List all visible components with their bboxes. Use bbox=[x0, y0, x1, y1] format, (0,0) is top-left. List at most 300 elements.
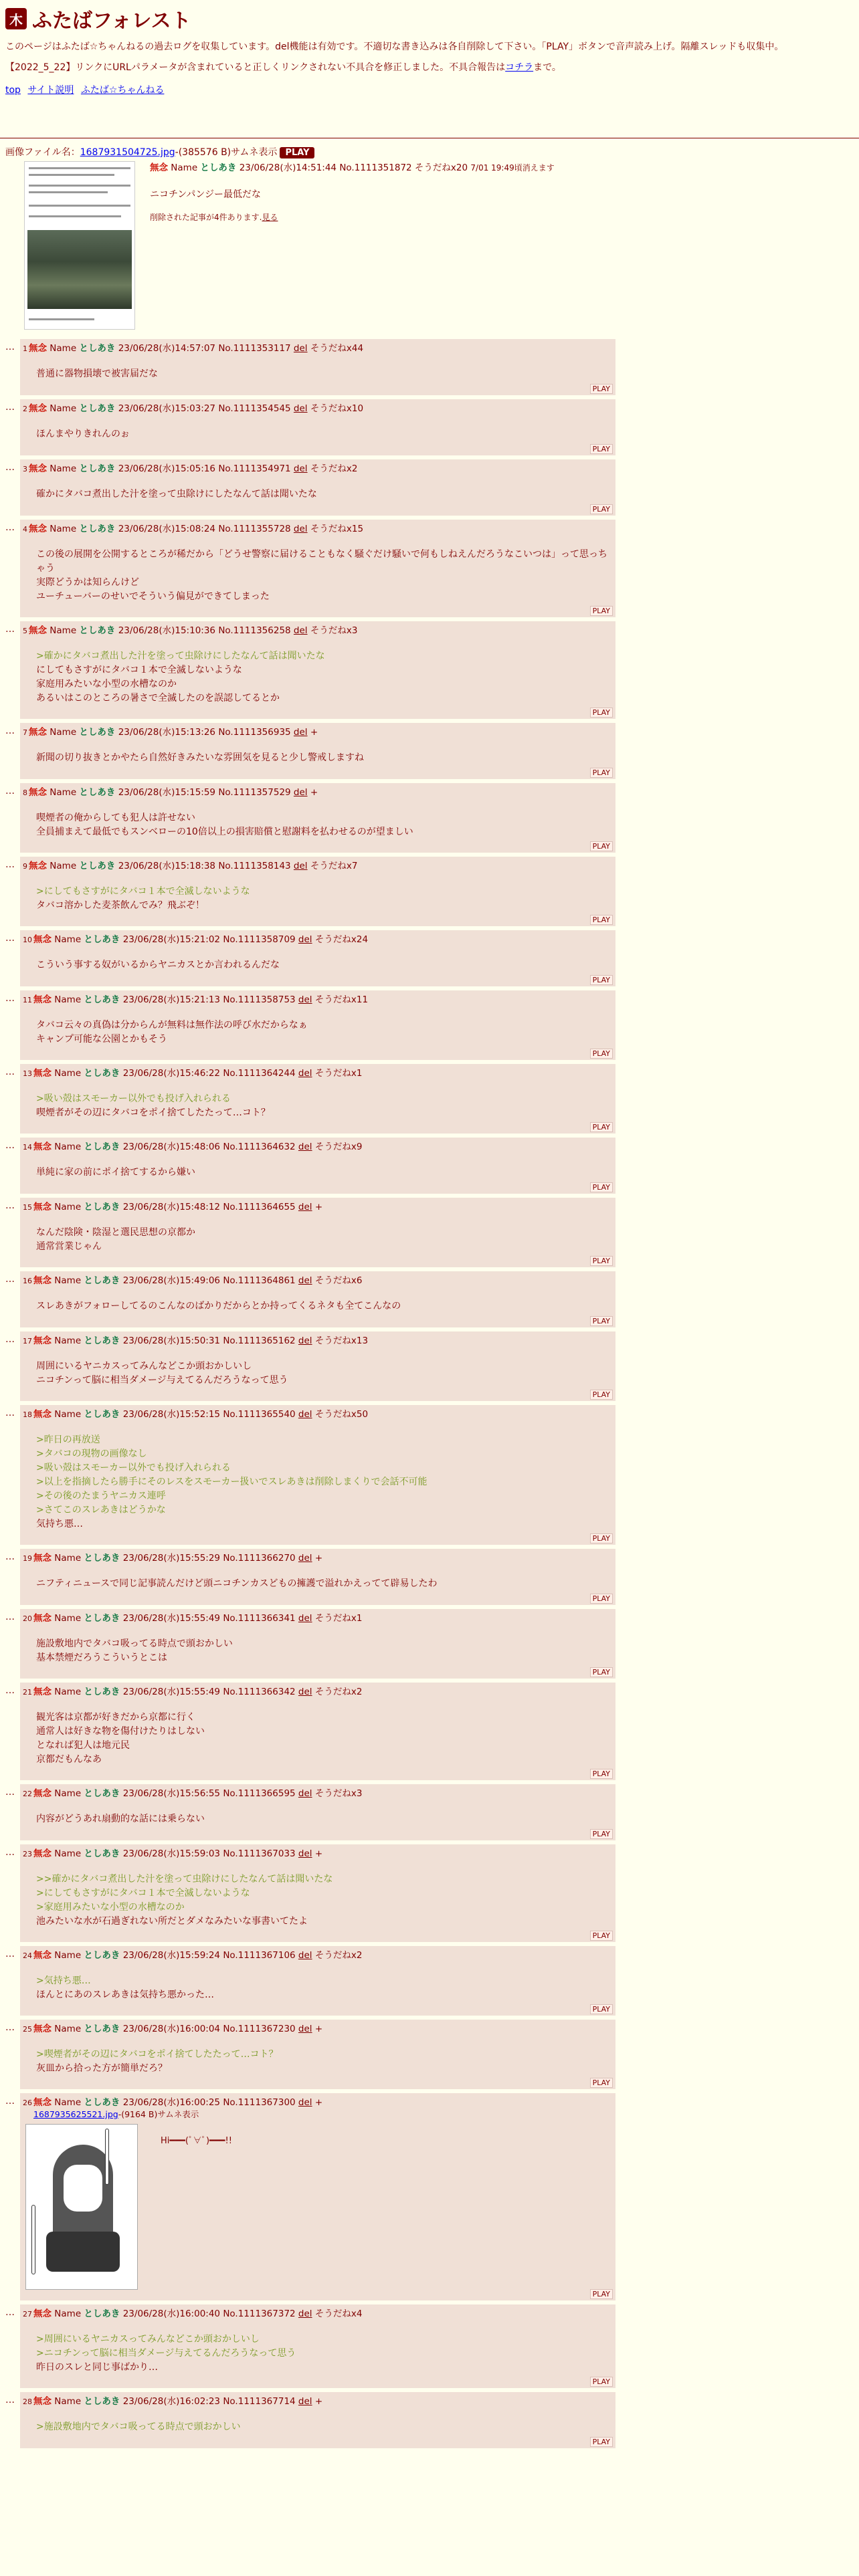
bug-notice bbox=[5, 61, 854, 75]
del-link[interactable]: del bbox=[293, 727, 308, 738]
reply-message bbox=[36, 2333, 611, 2375]
reply-name: としあき bbox=[84, 1275, 120, 1286]
reply-meta bbox=[23, 724, 611, 738]
reply-post bbox=[20, 1064, 615, 1134]
reply-post-number[interactable]: No.1111364655 bbox=[223, 1202, 296, 1212]
reply-play-button[interactable]: PLAY bbox=[590, 915, 613, 925]
soudane-button[interactable]: そうだねx3 bbox=[314, 1788, 363, 1799]
soudane-button[interactable]: そうだねx44 bbox=[310, 343, 364, 354]
show-deleted-link[interactable]: 見る bbox=[262, 213, 278, 222]
reply-meta bbox=[23, 1065, 611, 1079]
reply-message bbox=[36, 367, 611, 381]
reply-post bbox=[20, 1198, 615, 1267]
reply-row bbox=[5, 783, 615, 853]
reply-subject: 無念 bbox=[29, 727, 47, 738]
reply-post-number[interactable]: No.1111354971 bbox=[218, 463, 291, 474]
reply-date: 23/06/28(水)15:21:02 bbox=[122, 934, 221, 945]
del-link[interactable]: del bbox=[293, 524, 308, 534]
soudane-button[interactable]: そうだねx1 bbox=[314, 1068, 363, 1079]
reply-meta bbox=[23, 401, 611, 414]
reply-dots: … bbox=[5, 1274, 15, 1285]
op-expire: 7/01 19:49頃消えます bbox=[470, 163, 555, 173]
soudane-button[interactable]: そうだねx15 bbox=[310, 524, 364, 534]
reply-post-number[interactable]: No.1111356258 bbox=[218, 625, 291, 636]
reply-message bbox=[36, 649, 611, 706]
nav-futaba-link[interactable]: ふたば☆ちゃんねる bbox=[80, 85, 165, 96]
message-line: 実際どうかは知らんけど bbox=[36, 577, 139, 588]
reply-image-link[interactable]: 1687935625521.jpg bbox=[33, 2109, 118, 2119]
reply-dots: … bbox=[5, 1685, 15, 1696]
reply-post bbox=[20, 723, 615, 779]
page-header bbox=[0, 0, 859, 96]
del-link[interactable]: del bbox=[298, 1409, 312, 1420]
reply-row bbox=[5, 2093, 615, 2300]
del-link[interactable]: del bbox=[298, 1950, 312, 1961]
reply-name-label: Name bbox=[54, 2097, 82, 2108]
reply-row bbox=[5, 857, 615, 926]
quote-line: >タバコの現物の画像なし bbox=[36, 1448, 147, 1459]
reply-play-button[interactable]: PLAY bbox=[590, 2289, 613, 2299]
soudane-button[interactable]: + bbox=[310, 727, 318, 738]
reply-image-info: -(9164 B)サムネ表示 bbox=[118, 2109, 199, 2119]
soudane-button[interactable]: そうだねx9 bbox=[314, 1142, 363, 1152]
reply-post-number[interactable]: No.1111366270 bbox=[223, 1553, 296, 1564]
reply-name-label: Name bbox=[50, 625, 77, 636]
manga-face bbox=[64, 2165, 102, 2212]
del-link[interactable]: del bbox=[298, 1613, 312, 1624]
reply-name-label: Name bbox=[54, 1788, 82, 1799]
reply-post bbox=[20, 1138, 615, 1194]
reply-post bbox=[20, 2304, 615, 2388]
reply-date: 23/06/28(水)15:55:29 bbox=[122, 1553, 221, 1564]
reply-name-label: Name bbox=[54, 1142, 82, 1152]
op-file-link[interactable]: 1687931504725.jpg bbox=[80, 147, 175, 158]
reply-row bbox=[5, 520, 615, 617]
reply-post bbox=[20, 2020, 615, 2089]
deleted-notice bbox=[150, 211, 859, 223]
message-line: 家庭用みたいな小型の水槽なのか bbox=[36, 679, 177, 689]
reply-post bbox=[20, 857, 615, 926]
op-play-button[interactable]: PLAY bbox=[280, 147, 314, 158]
reply-date: 23/06/28(水)16:00:04 bbox=[122, 2024, 221, 2034]
quote-line: >>確かにタバコ煮出した汁を塗って虫除けにしたなんて話は聞いたな bbox=[36, 1874, 333, 1885]
del-link[interactable]: del bbox=[298, 1553, 312, 1564]
reply-dots: … bbox=[5, 1140, 15, 1151]
reply-play-button[interactable]: PLAY bbox=[590, 1829, 613, 1839]
reply-post bbox=[20, 1609, 615, 1679]
reply-row bbox=[5, 1138, 615, 1194]
soudane-button[interactable]: そうだねx11 bbox=[314, 994, 369, 1005]
reply-number: 28 bbox=[23, 2397, 32, 2406]
reply-number: 21 bbox=[23, 1688, 32, 1697]
reply-post-number[interactable]: No.1111354545 bbox=[218, 403, 291, 414]
reply-post bbox=[20, 2392, 615, 2448]
reply-message bbox=[36, 1812, 611, 1826]
message-line: 単純に家の前にポイ捨てするから嫌い bbox=[36, 1167, 195, 1178]
soudane-button[interactable]: そうだねx2 bbox=[314, 1950, 363, 1961]
reply-message bbox=[36, 1092, 611, 1120]
reply-message bbox=[36, 1974, 611, 2002]
message-line: ユーチューバーのせいでそういう偏見ができてしまった bbox=[36, 591, 270, 602]
del-link[interactable]: del bbox=[298, 1848, 312, 1859]
reply-date: 23/06/28(水)15:05:16 bbox=[118, 463, 216, 474]
reply-number: 7 bbox=[23, 728, 27, 737]
reply-play-button[interactable]: PLAY bbox=[590, 2004, 613, 2014]
reply-post-number[interactable]: No.1111367106 bbox=[223, 1950, 296, 1961]
message-line: あるいはこのところの暑さで全滅したのを誤認してるとか bbox=[36, 693, 280, 704]
reply-dots: … bbox=[5, 1200, 15, 1211]
reply-name: としあき bbox=[79, 463, 116, 474]
message-line: ほんとにあのスレあきは気持ち悪かった… bbox=[36, 1990, 214, 2000]
reply-subject: 無念 bbox=[33, 2309, 52, 2319]
soudane-button[interactable]: + bbox=[314, 1848, 323, 1859]
reply-post-number[interactable]: No.1111356935 bbox=[218, 727, 291, 738]
reply-post-number[interactable]: No.1111364244 bbox=[223, 1068, 296, 1079]
nav-top-link[interactable]: top bbox=[5, 85, 21, 96]
soudane-button[interactable]: そうだねx10 bbox=[310, 403, 364, 414]
reply-number: 9 bbox=[23, 862, 27, 871]
reply-post-number[interactable]: No.1111367300 bbox=[223, 2097, 296, 2108]
del-link[interactable]: del bbox=[293, 861, 308, 871]
manga-scarf bbox=[46, 2232, 120, 2272]
reply-name-label: Name bbox=[54, 934, 82, 945]
reply-image-row bbox=[33, 2108, 611, 2120]
reply-name: としあき bbox=[79, 727, 116, 738]
reply-date: 23/06/28(水)15:59:24 bbox=[122, 1950, 221, 1961]
op-soudane[interactable]: そうだねx20 bbox=[414, 163, 468, 173]
reply-post-number[interactable]: No.1111358753 bbox=[223, 994, 296, 1005]
soudane-button[interactable]: + bbox=[314, 2024, 323, 2034]
del-link[interactable]: del bbox=[293, 343, 308, 354]
reply-name: としあき bbox=[84, 994, 120, 1005]
reply-dots: … bbox=[5, 786, 15, 796]
reply-name-label: Name bbox=[50, 403, 77, 414]
del-link[interactable]: del bbox=[293, 403, 308, 414]
reply-play-button[interactable]: PLAY bbox=[590, 2437, 613, 2447]
reply-play-button[interactable]: PLAY bbox=[590, 444, 613, 454]
reply-message bbox=[36, 488, 611, 502]
del-link[interactable]: del bbox=[298, 934, 312, 945]
reply-name: としあき bbox=[84, 2396, 120, 2407]
reply-post-number[interactable]: No.1111358143 bbox=[218, 861, 291, 871]
reply-post-number[interactable]: No.1111366341 bbox=[223, 1613, 296, 1624]
reply-play-button[interactable]: PLAY bbox=[590, 1122, 613, 1132]
quote-line: >さてこのスレあきはどうかな bbox=[36, 1505, 166, 1515]
del-link[interactable]: del bbox=[298, 2309, 312, 2319]
reply-dots: … bbox=[5, 1612, 15, 1622]
reply-play-button[interactable]: PLAY bbox=[590, 2377, 613, 2387]
op-number[interactable]: No.1111351872 bbox=[339, 163, 412, 173]
report-link[interactable]: コチラ bbox=[505, 62, 534, 73]
reply-row bbox=[5, 930, 615, 986]
reply-message bbox=[36, 1872, 611, 1929]
soudane-button[interactable]: そうだねx6 bbox=[314, 1275, 363, 1286]
quote-line: >吸い殻はスモーカー以外でも投げ入れられる bbox=[36, 1463, 231, 1473]
reply-play-button[interactable]: PLAY bbox=[590, 1390, 613, 1400]
reply-subject: 無念 bbox=[33, 2396, 52, 2407]
reply-number: 1 bbox=[23, 344, 27, 353]
reply-number: 26 bbox=[23, 2099, 32, 2107]
message-line: 観光客は京都が好きだから京都に行く bbox=[36, 1712, 195, 1723]
soudane-button[interactable]: そうだねx4 bbox=[314, 2309, 363, 2319]
soudane-button[interactable]: そうだねx3 bbox=[310, 625, 358, 636]
reply-date: 23/06/28(水)15:13:26 bbox=[118, 727, 216, 738]
reply-post bbox=[20, 783, 615, 853]
reply-play-button[interactable]: PLAY bbox=[590, 768, 613, 778]
soudane-button[interactable]: そうだねx1 bbox=[314, 1613, 363, 1624]
reply-name: としあき bbox=[79, 524, 116, 534]
message-line: スレあきがフォローしてるのこんなのばかりだからとか持ってくるネタも全てこんなの bbox=[36, 1301, 401, 1311]
del-link[interactable]: del bbox=[293, 625, 308, 636]
reply-meta bbox=[23, 461, 611, 474]
reply-message bbox=[36, 751, 611, 765]
reply-play-button[interactable]: PLAY bbox=[590, 1182, 613, 1192]
reply-date: 23/06/28(水)15:59:03 bbox=[122, 1848, 221, 1859]
quote-line: >その後のたまうヤニカス連呼 bbox=[36, 1491, 166, 1501]
reply-name-label: Name bbox=[54, 1848, 82, 1859]
reply-name-label: Name bbox=[50, 727, 77, 738]
quote-line: >にしてもさすがにタバコ１本で全滅しないような bbox=[36, 1888, 250, 1899]
reply-play-button[interactable]: PLAY bbox=[590, 1316, 613, 1326]
message-line: こういう事する奴がいるからヤニカスとか言われるんだな bbox=[36, 960, 280, 970]
reply-subject: 無念 bbox=[33, 1553, 52, 1564]
speech-bubble bbox=[31, 2205, 35, 2274]
reply-post-number[interactable]: No.1111364632 bbox=[223, 1142, 296, 1152]
reply-date: 23/06/28(水)16:02:23 bbox=[122, 2396, 221, 2407]
message-line: 基本禁煙だろうこういうとこは bbox=[36, 1652, 167, 1663]
reply-post-number[interactable]: No.1111355728 bbox=[218, 524, 291, 534]
del-link[interactable]: del bbox=[293, 787, 308, 798]
site-title: ふたばフォレスト bbox=[32, 9, 191, 33]
thumb-text-line bbox=[29, 191, 108, 193]
reply-name-label: Name bbox=[50, 787, 77, 798]
reply-subject: 無念 bbox=[33, 1275, 52, 1286]
del-link[interactable]: del bbox=[298, 1142, 312, 1152]
reply-play-button[interactable]: PLAY bbox=[590, 1256, 613, 1266]
reply-subject: 無念 bbox=[33, 934, 52, 945]
reply-post-number[interactable]: No.1111353117 bbox=[218, 343, 291, 354]
del-link[interactable]: del bbox=[298, 1275, 312, 1286]
del-link[interactable]: del bbox=[298, 1335, 312, 1346]
reply-name-label: Name bbox=[50, 861, 77, 871]
reply-post-number[interactable]: No.1111367230 bbox=[223, 2024, 296, 2034]
deleted-notice-text: 削除された記事が4件あります. bbox=[150, 213, 262, 222]
reply-meta bbox=[23, 1846, 611, 1859]
del-link[interactable]: del bbox=[298, 1687, 312, 1697]
reply-post-number[interactable]: No.1111367033 bbox=[223, 1848, 296, 1859]
reply-dots: … bbox=[5, 522, 15, 533]
reply-subject: 無念 bbox=[33, 1202, 52, 1212]
soudane-button[interactable]: そうだねx24 bbox=[314, 934, 369, 945]
reply-name-label: Name bbox=[54, 1950, 82, 1961]
op-message bbox=[150, 188, 859, 202]
message-line: 灰皿から拾った方が簡単だろ？ bbox=[36, 2063, 167, 2074]
reply-name: としあき bbox=[79, 343, 116, 354]
reply-message bbox=[36, 1360, 611, 1388]
reply-meta bbox=[23, 1199, 611, 1212]
reply-play-button[interactable]: PLAY bbox=[590, 606, 613, 616]
op-body bbox=[150, 158, 859, 223]
reply-image-holder bbox=[23, 2120, 611, 2291]
reply-name-label: Name bbox=[54, 1335, 82, 1346]
reply-dots: … bbox=[5, 402, 15, 413]
reply-date: 23/06/28(水)15:08:24 bbox=[118, 524, 216, 534]
del-link[interactable]: del bbox=[298, 1202, 312, 1212]
reply-play-button[interactable]: PLAY bbox=[590, 1769, 613, 1779]
reply-dots: … bbox=[5, 624, 15, 635]
reply-name-label: Name bbox=[50, 343, 77, 354]
reply-number: 22 bbox=[23, 1790, 32, 1798]
reply-name: としあき bbox=[84, 1068, 120, 1079]
reply-message bbox=[36, 1637, 611, 1665]
del-link[interactable]: del bbox=[298, 2097, 312, 2108]
reply-play-button[interactable]: PLAY bbox=[590, 384, 613, 394]
reply-meta bbox=[23, 2021, 611, 2034]
reply-date: 23/06/28(水)15:18:38 bbox=[118, 861, 216, 871]
reply-meta bbox=[23, 340, 611, 354]
reply-date: 23/06/28(水)15:56:55 bbox=[122, 1788, 221, 1799]
reply-date: 23/06/28(水)15:46:22 bbox=[122, 1068, 221, 1079]
soudane-button[interactable]: + bbox=[314, 2396, 323, 2407]
reply-name-label: Name bbox=[54, 2309, 82, 2319]
reply-play-button[interactable]: PLAY bbox=[590, 504, 613, 514]
reply-dots: … bbox=[5, 859, 15, 870]
message-line: 新聞の切り抜きとかやたら自然好きみたいな雰囲気を見ると少し警戒しますね bbox=[36, 752, 364, 763]
reply-dots: … bbox=[5, 1787, 15, 1798]
soudane-button[interactable]: そうだねx2 bbox=[310, 463, 358, 474]
reply-name: としあき bbox=[84, 1613, 120, 1624]
reply-row bbox=[5, 1683, 615, 1780]
reply-subject: 無念 bbox=[29, 625, 47, 636]
reply-number: 10 bbox=[23, 936, 32, 944]
reply-date: 23/06/28(水)15:50:31 bbox=[122, 1335, 221, 1346]
reply-name: としあき bbox=[79, 787, 116, 798]
quote-line: >確かにタバコ煮出した汁を塗って虫除けにしたなんて話は聞いたな bbox=[36, 651, 325, 661]
reply-text-aa: Hi━━━(ﾟ∀ﾟ)━━━!! bbox=[161, 2136, 232, 2146]
reply-subject: 無念 bbox=[33, 2024, 52, 2034]
reply-post bbox=[20, 1271, 615, 1327]
soudane-button[interactable]: そうだねx13 bbox=[314, 1335, 369, 1346]
reply-play-button[interactable]: PLAY bbox=[590, 708, 613, 718]
del-link[interactable]: del bbox=[298, 994, 312, 1005]
message-line: 通常営業じゃん bbox=[36, 1241, 102, 1252]
soudane-button[interactable]: + bbox=[314, 1202, 323, 1212]
reply-row bbox=[5, 1271, 615, 1327]
reply-message bbox=[36, 2048, 611, 2076]
del-link[interactable]: del bbox=[298, 2396, 312, 2407]
reply-post-number[interactable]: No.1111357529 bbox=[218, 787, 291, 798]
reply-play-button[interactable]: PLAY bbox=[590, 841, 613, 851]
del-link[interactable]: del bbox=[298, 1788, 312, 1799]
op-date: 23/06/28(水)14:51:44 bbox=[239, 163, 337, 173]
reply-post-number[interactable]: No.1111367714 bbox=[223, 2396, 296, 2407]
reply-number: 14 bbox=[23, 1143, 32, 1152]
reply-dots: … bbox=[5, 342, 15, 352]
op-thumbnail[interactable] bbox=[24, 161, 135, 330]
reply-play-button[interactable]: PLAY bbox=[590, 1931, 613, 1941]
reply-name: としあき bbox=[79, 861, 116, 871]
reply-post-number[interactable]: No.1111358709 bbox=[223, 934, 296, 945]
quote-line: >周囲にいるヤニカスってみんなどこか頭おかしいし bbox=[36, 2334, 260, 2345]
reply-message bbox=[36, 1711, 611, 1767]
soudane-button[interactable]: + bbox=[310, 787, 318, 798]
reply-name-label: Name bbox=[54, 1068, 82, 1079]
reply-spacer bbox=[23, 2291, 611, 2299]
reply-number: 25 bbox=[23, 2025, 32, 2034]
reply-post-number[interactable]: No.1111366595 bbox=[223, 1788, 296, 1799]
reply-meta bbox=[23, 2393, 611, 2407]
reply-name: としあき bbox=[79, 403, 116, 414]
reply-meta bbox=[23, 1947, 611, 1961]
reply-name-label: Name bbox=[54, 1687, 82, 1697]
reply-post-number[interactable]: No.1111365540 bbox=[223, 1409, 296, 1420]
intro-text: このページはふたば☆ちゃんねるの過去ログを収集しています。del機能は有効です。不適切な書き込みは各自削除して下さい。「PLAY」ボタンで音声読み上げ。隔離スレッドも収集中。 bbox=[5, 41, 784, 52]
reply-post bbox=[20, 459, 615, 516]
reply-row bbox=[5, 1405, 615, 1545]
reply-name-label: Name bbox=[54, 1553, 82, 1564]
del-link[interactable]: del bbox=[298, 2024, 312, 2034]
reply-number: 3 bbox=[23, 465, 27, 473]
del-link[interactable]: del bbox=[293, 463, 308, 474]
reply-name-label: Name bbox=[54, 2396, 82, 2407]
reply-dots: … bbox=[5, 726, 15, 736]
soudane-button[interactable]: + bbox=[314, 1553, 323, 1564]
reply-subject: 無念 bbox=[29, 403, 47, 414]
reply-subject: 無念 bbox=[29, 787, 47, 798]
reply-post-number[interactable]: No.1111366342 bbox=[223, 1687, 296, 1697]
reply-message bbox=[36, 1577, 611, 1591]
manga-thumbnail[interactable] bbox=[25, 2124, 138, 2290]
reply-date: 23/06/28(水)15:48:06 bbox=[122, 1142, 221, 1152]
reply-row bbox=[5, 2392, 615, 2448]
reply-play-button[interactable]: PLAY bbox=[590, 1667, 613, 1677]
reply-name: としあき bbox=[84, 1848, 120, 1859]
nav-about-link[interactable]: サイト説明 bbox=[27, 85, 74, 96]
reply-play-button[interactable]: PLAY bbox=[590, 1533, 613, 1543]
thumb-text-line bbox=[29, 205, 130, 207]
reply-play-button[interactable]: PLAY bbox=[590, 1049, 613, 1059]
message-line: 通常人は好きな物を傷付けたりはしない bbox=[36, 1726, 205, 1737]
reply-row bbox=[5, 723, 615, 779]
reply-post-number[interactable]: No.1111367372 bbox=[223, 2309, 296, 2319]
op-post bbox=[0, 158, 859, 339]
reply-play-button[interactable]: PLAY bbox=[590, 2078, 613, 2088]
reply-number: 16 bbox=[23, 1277, 32, 1285]
reply-date: 23/06/28(水)16:00:40 bbox=[122, 2309, 221, 2319]
reply-number: 8 bbox=[23, 788, 27, 797]
reply-row bbox=[5, 1609, 615, 1679]
reply-play-button[interactable]: PLAY bbox=[590, 1594, 613, 1604]
reply-dots: … bbox=[5, 1334, 15, 1345]
del-link[interactable]: del bbox=[298, 1068, 312, 1079]
reply-row bbox=[5, 399, 615, 455]
reply-subject: 無念 bbox=[33, 1687, 52, 1697]
soudane-button[interactable]: そうだねx2 bbox=[314, 1687, 363, 1697]
soudane-button[interactable]: + bbox=[314, 2097, 323, 2108]
file-label: 画像ファイル名： bbox=[5, 147, 80, 158]
reply-meta bbox=[23, 1610, 611, 1624]
soudane-button[interactable]: そうだねx7 bbox=[310, 861, 358, 871]
reply-name: としあき bbox=[84, 2309, 120, 2319]
reply-play-button[interactable]: PLAY bbox=[590, 975, 613, 985]
reply-meta bbox=[23, 1684, 611, 1697]
reply-name: としあき bbox=[84, 1142, 120, 1152]
soudane-button[interactable]: そうだねx50 bbox=[314, 1409, 369, 1420]
reply-post-number[interactable]: No.1111365162 bbox=[223, 1335, 296, 1346]
reply-post-number[interactable]: No.1111364861 bbox=[223, 1275, 296, 1286]
reply-dots: … bbox=[5, 2096, 15, 2107]
reply-subject: 無念 bbox=[33, 1613, 52, 1624]
